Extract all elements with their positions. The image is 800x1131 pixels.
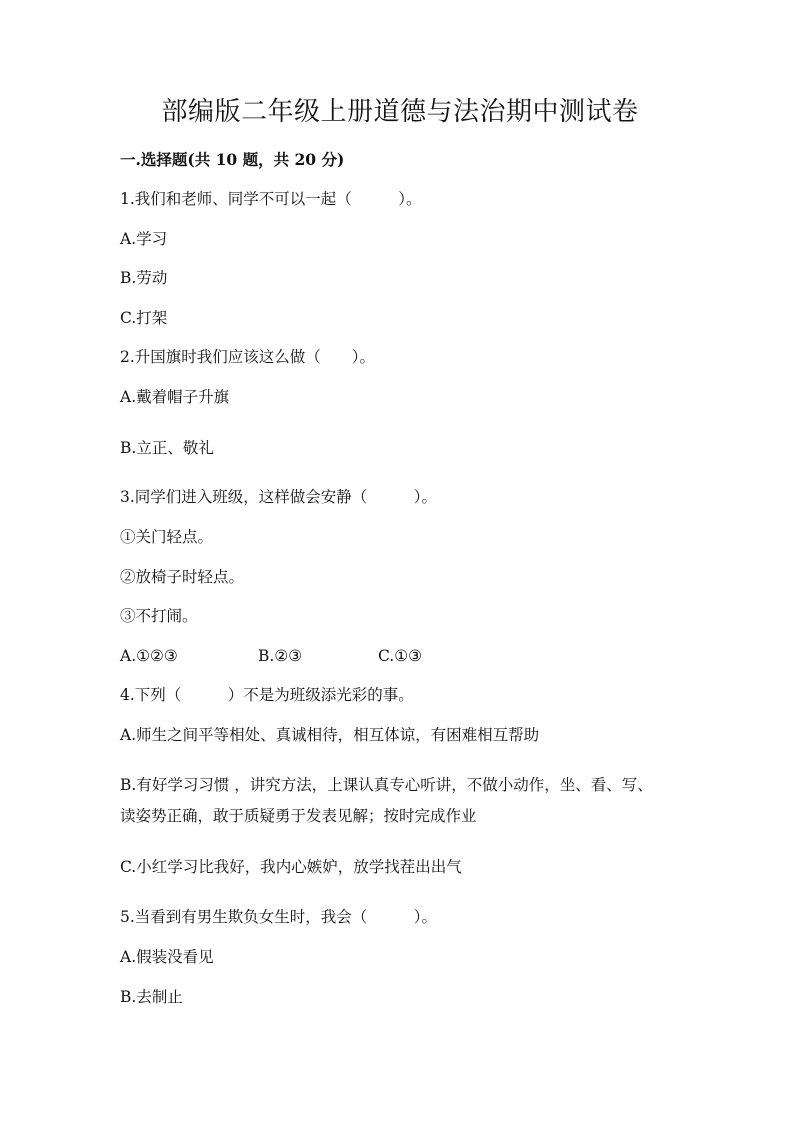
question-5-option-a: A.假装没看见: [120, 948, 214, 966]
question-1-option-b: B.劳动: [120, 269, 168, 287]
question-3-option-a: A.①②③: [120, 647, 178, 665]
question-3-option-c: C.①③: [378, 647, 423, 665]
question-3-statement-1: ①关门轻点。: [120, 528, 214, 546]
question-5-option-b: B.去制止: [120, 988, 183, 1006]
question-3-options-row: [120, 644, 680, 668]
question-3-stem: 3.同学们进入班级，这样做会安静（ ）。: [120, 488, 438, 506]
question-3-statement-2: ②放椅子时轻点。: [120, 568, 245, 586]
question-4-option-a: A.师生之间平等相处、真诚相待，相互体谅，有困难相互帮助: [120, 726, 540, 744]
question-4-option-c: C.小红学习比我好，我内心嫉妒，放学找茬出出气: [120, 858, 462, 876]
question-3-option-b: B.②③: [258, 647, 303, 665]
question-4-option-b-line-2: 读姿势正确，敢于质疑勇于发表见解；按时完成作业: [120, 807, 477, 825]
question-2-option-b: B.立正、敬礼: [120, 439, 214, 457]
question-3-statement-3: ③不打闹。: [120, 607, 198, 625]
question-5-stem: 5.当看到有男生欺负女生时，我会（ ）。: [120, 908, 438, 926]
question-1-option-a: A.学习: [120, 230, 168, 248]
question-4-option-b-line-1: B.有好学习习惯 ，讲究方法，上课认真专心听讲，不做小动作，坐、看、写、: [120, 776, 653, 794]
page-title: 部编版二年级上册道德与法治期中测试卷: [161, 97, 639, 127]
question-1-option-c: C.打架: [120, 309, 168, 327]
question-2-stem: 2.升国旗时我们应该这么做（ ）。: [120, 348, 376, 366]
question-2-option-a: A.戴着帽子升旗: [120, 388, 230, 406]
question-1-stem: 1.我们和老师、同学不可以一起（ ）。: [120, 190, 422, 208]
question-4-stem: 4.下列（ ）不是为班级添光彩的事。: [120, 686, 414, 704]
section-heading: 一.选择题(共 10 题，共 20 分): [120, 150, 345, 169]
